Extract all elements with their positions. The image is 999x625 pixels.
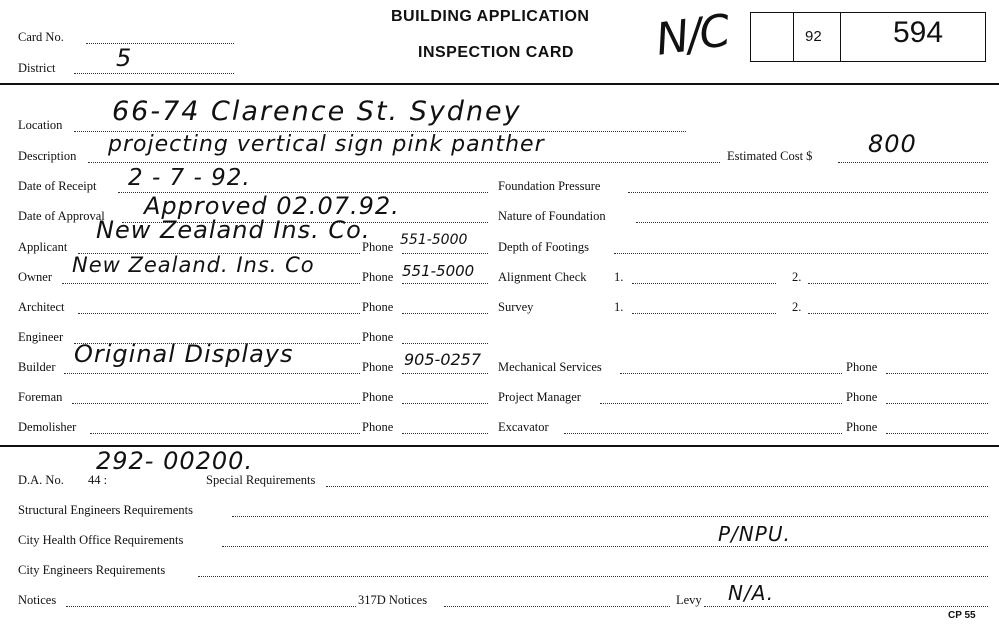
project-manager-line: [600, 403, 842, 404]
foreman-label: Foreman: [18, 390, 63, 404]
mechanical-services-label: Mechanical Services: [498, 360, 602, 374]
survey-1-label: 1.: [614, 300, 624, 314]
builder-line: [64, 373, 360, 374]
da-number-label: D.A. No.: [18, 473, 64, 487]
header-divider: [0, 83, 999, 85]
notices-line: [66, 606, 356, 607]
levy-label: Levy: [676, 593, 702, 607]
builder-phone-line: [402, 373, 488, 374]
mechanical-services-line: [620, 373, 842, 374]
owner-phone-label: Phone: [362, 270, 394, 284]
city-engineers-label: City Engineers Requirements: [18, 563, 166, 577]
nature-of-foundation-line: [636, 222, 988, 223]
structural-engineers-label: Structural Engineers Requirements: [18, 503, 193, 517]
engineer-phone-line: [402, 343, 488, 344]
survey-2-label: 2.: [792, 300, 802, 314]
excavator-phone-line: [886, 433, 988, 434]
notices-317d-label: 317D Notices: [358, 593, 428, 607]
alignment-check-label: Alignment Check: [498, 270, 587, 284]
nature-of-foundation-label: Nature of Foundation: [498, 209, 606, 223]
project-manager-phone-label: Phone: [846, 390, 878, 404]
description-label: Description: [18, 149, 77, 163]
card-number-box: [750, 12, 986, 62]
district-value: 5: [116, 44, 133, 72]
applicant-value: New Zealand Ins. Co.: [96, 216, 371, 244]
architect-phone-label: Phone: [362, 300, 394, 314]
engineer-phone-label: Phone: [362, 330, 394, 344]
architect-line: [78, 313, 360, 314]
form-code: CP 55: [948, 610, 976, 621]
applicant-phone-value: 551-5000: [400, 232, 468, 248]
title-line-2: INSPECTION CARD: [418, 44, 574, 61]
alignment-check-1-label: 1.: [614, 270, 624, 284]
description-value: projecting vertical sign pink panther: [108, 132, 545, 157]
card-number-value: 594: [893, 16, 944, 49]
district-label: District: [18, 61, 56, 75]
demolisher-label: Demolisher: [18, 420, 77, 434]
levy-line: [704, 606, 988, 607]
foreman-phone-line: [402, 403, 488, 404]
depth-of-footings-line: [614, 253, 988, 254]
excavator-phone-label: Phone: [846, 420, 878, 434]
demolisher-phone-line: [402, 433, 488, 434]
demolisher-phone-label: Phone: [362, 420, 394, 434]
date-of-approval-value: Approved 02.07.92.: [144, 192, 400, 220]
alignment-check-2-line: [808, 283, 988, 284]
project-manager-phone-line: [886, 403, 988, 404]
da-number-value: 292- 00200.: [96, 447, 254, 475]
city-health-office-label: City Health Office Requirements: [18, 533, 184, 547]
survey-1-line: [632, 313, 776, 314]
city-engineers-line: [198, 576, 988, 577]
location-value: 66-74 Clarence St. Sydney: [112, 96, 522, 127]
date-of-receipt-label: Date of Receipt: [18, 179, 97, 193]
owner-phone-line: [402, 283, 488, 284]
survey-label: Survey: [498, 300, 534, 314]
box-divider-2: [840, 12, 841, 61]
builder-value: Original Displays: [74, 340, 294, 368]
excavator-line: [564, 433, 842, 434]
applicant-phone-line: [402, 253, 488, 254]
architect-label: Architect: [18, 300, 65, 314]
card-no-label: Card No.: [18, 30, 64, 44]
excavator-label: Excavator: [498, 420, 549, 434]
foundation-pressure-line: [628, 192, 988, 193]
applicant-phone-label: Phone: [362, 240, 394, 254]
date-of-receipt-value: 2 - 7 - 92.: [128, 165, 251, 191]
owner-label: Owner: [18, 270, 53, 284]
depth-of-footings-label: Depth of Footings: [498, 240, 589, 254]
builder-phone-value: 905-0257: [404, 350, 482, 369]
engineer-label: Engineer: [18, 330, 64, 344]
alignment-check-1-line: [632, 283, 776, 284]
da-number-prefix: 44 :: [88, 473, 108, 487]
estimated-cost-line: [838, 162, 988, 163]
project-manager-label: Project Manager: [498, 390, 581, 404]
builder-phone-label: Phone: [362, 360, 394, 374]
foreman-phone-label: Phone: [362, 390, 394, 404]
box-divider-1: [793, 12, 794, 61]
mechanical-services-phone-label: Phone: [846, 360, 878, 374]
alignment-check-2-label: 2.: [792, 270, 802, 284]
title-line-1: BUILDING APPLICATION: [391, 8, 590, 25]
owner-phone-value: 551-5000: [402, 262, 475, 280]
district-line: [74, 73, 234, 74]
notices-label: Notices: [18, 593, 57, 607]
mechanical-services-phone-line: [886, 373, 988, 374]
date-of-approval-label: Date of Approval: [18, 209, 105, 223]
structural-engineers-line: [232, 516, 988, 517]
nc-mark: N/C: [652, 5, 732, 66]
architect-phone-line: [402, 313, 488, 314]
survey-2-line: [808, 313, 988, 314]
applicant-label: Applicant: [18, 240, 68, 254]
city-health-office-line: [222, 546, 988, 547]
demolisher-line: [90, 433, 360, 434]
estimated-cost-value: 800: [868, 130, 917, 158]
owner-value: New Zealand. Ins. Co: [72, 253, 315, 277]
levy-value: N/A.: [728, 581, 775, 605]
year-box-value: 92: [805, 28, 822, 45]
description-line: [88, 162, 720, 163]
special-requirements-label: Special Requirements: [206, 473, 316, 487]
special-requirements-line: [326, 486, 988, 487]
city-health-office-value: P/NPU.: [718, 522, 791, 546]
builder-label: Builder: [18, 360, 56, 374]
estimated-cost-label: Estimated Cost $: [727, 149, 813, 163]
notices-317d-line: [444, 606, 670, 607]
foreman-line: [72, 403, 360, 404]
location-label: Location: [18, 118, 63, 132]
card-no-line: [86, 43, 234, 44]
owner-line: [62, 283, 360, 284]
foundation-pressure-label: Foundation Pressure: [498, 179, 601, 193]
